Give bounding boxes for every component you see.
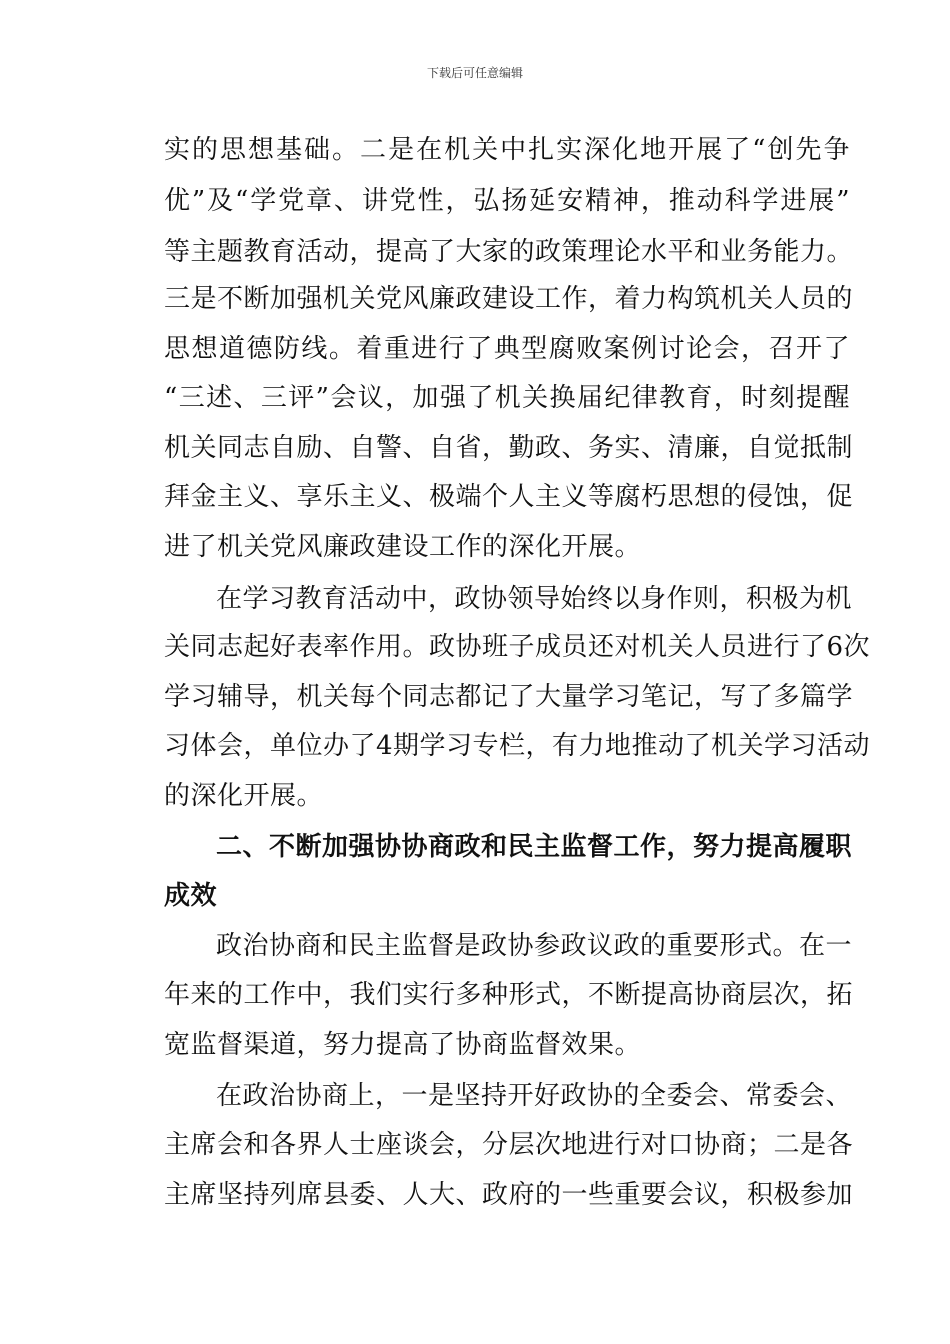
text-line: 主席坚持列席县委、人大、政府的一些重要会议，积极参加: [164, 1180, 854, 1210]
text-line: 实的思想基础。二是在机关中扎实深化地开展了“创先争: [164, 135, 850, 165]
text-line: 的深化开展。: [164, 781, 324, 811]
text-line: 优”及“学党章、讲党性，弘扬延安精神，推动科学进展”: [164, 186, 850, 216]
text-line: 三是不断加强机关党风廉政建设工作，着力构筑机关人员的: [164, 284, 854, 314]
text-line: 学习辅导，机关每个同志都记了大量学习笔记，写了多篇学: [164, 682, 854, 712]
text-line: 等主题教育活动，提高了大家的政策理论水平和业务能力。: [164, 237, 854, 267]
text-line: 主席会和各界人士座谈会，分层次地进行对口协商；二是各: [164, 1130, 854, 1160]
text-line: 思想道德防线。着重进行了典型腐败案例讨论会，召开了: [164, 334, 850, 364]
text-line: 宽监督渠道，努力提高了协商监督效果。: [164, 1030, 642, 1060]
section-heading-continued: 成效: [164, 881, 218, 911]
section-heading: 二、不断加强协协商政和民主监督工作，努力提高履职: [216, 832, 853, 862]
paragraph-first-line: 在学习教育活动中，政协领导始终以身作则，积极为机: [216, 584, 853, 614]
text-line: “三述、三评”会议，加强了机关换届纪律教育，时刻提醒: [164, 383, 850, 413]
paragraph-first-line: 政治协商和民主监督是政协参政议政的重要形式。在一: [216, 931, 853, 961]
text-line: 拜金主义、享乐主义、极端个人主义等腐朽思想的侵蚀，促: [164, 482, 854, 512]
text-line: 机关同志自励、自警、自省，勤政、务实、清廉，自觉抵制: [164, 433, 854, 463]
text-line: 关同志起好表率作用。政协班子成员还对机关人员进行了6次: [164, 632, 871, 662]
page-header: 下载后可任意编辑: [426, 66, 523, 80]
text-line: 习体会，单位办了4期学习专栏，有力地推动了机关学习活动: [164, 731, 871, 761]
paragraph-first-line: 在政治协商上，一是坚持开好政协的全委会、常委会、: [216, 1081, 853, 1111]
text-line: 年来的工作中，我们实行多种形式，不断提高协商层次，拓: [164, 980, 854, 1010]
text-line: 进了机关党风廉政建设工作的深化开展。: [164, 532, 642, 562]
